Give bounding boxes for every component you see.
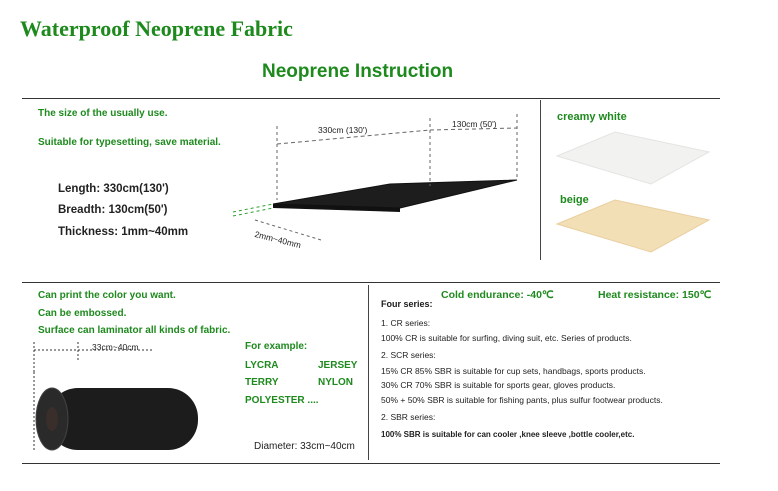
thickness-guide-2 [233,208,273,216]
print-color-note: Can print the color you want. [38,290,176,301]
series-line: 15% CR 85% SBR is suitable for cup sets, handbags, sports products. [381,366,646,376]
length-dim-label: 330cm (130') [318,125,368,135]
roll-core [46,407,58,431]
series-line: 30% CR 70% SBR is suitable for sports gear, gloves products. [381,380,616,390]
example-title: For example: [245,341,308,352]
top-right-divider [540,100,541,260]
creamy-white-label: creamy white [557,111,627,123]
example-polyester: POLYESTER .... [245,395,319,406]
beige-swatch [553,192,713,254]
thickness-spec: Thickness: 1mm~40mm [58,226,189,238]
series-line: 1. CR series: [381,318,431,328]
example-jersey: JERSEY [318,360,358,371]
heat-resistance: Heat resistance: 150℃ [598,289,712,301]
width-dim-label: 130cm (50') [452,119,497,129]
embossed-note: Can be embossed. [38,308,127,319]
creamy-white-swatch [553,128,713,186]
series-line: 2. SBR series: [381,412,436,422]
series-title: Four series: [381,299,433,309]
thickness-guide-1 [233,204,273,212]
example-lycra: LYCRA [245,360,279,371]
page-title: Waterproof Neoprene Fabric [20,16,293,41]
section-title: Neoprene Instruction [262,61,454,82]
top-divider [22,98,720,99]
roll-width-label: 33cm~40cm [92,342,139,352]
length-spec: Length: 330cm(130') [58,183,169,195]
series-line: 100% CR is suitable for surfing, diving suit, etc. Series of products. [381,333,632,343]
typesetting-note: Suitable for typesetting, save material. [38,137,221,148]
neoprene-sheet [273,180,517,208]
breadth-spec: Breadth: 130cm(50') [58,204,168,216]
thickness-dim-label: 2mm~40mm [253,229,303,251]
series-line: 2. SCR series: [381,350,436,360]
bottom-divider [22,463,720,464]
example-nylon: NYLON [318,377,353,388]
diameter-label: Diameter: 33cm~40cm [254,441,355,452]
usual-size-note: The size of the usually use. [38,108,168,119]
laminator-note: Surface can laminator all kinds of fabric. [38,325,231,336]
series-line: 100% SBR is suitable for can cooler ,knee sleeve ,bottle cooler,etc. [381,430,635,439]
example-terry: TERRY [245,377,279,388]
bottom-mid-divider [368,285,369,460]
neoprene-roll-diagram [28,340,228,455]
middle-divider [22,282,720,283]
beige-label: beige [560,194,589,206]
series-line: 50% + 50% SBR is suitable for fishing pants, plus sulfur footwear products. [381,395,663,405]
roll-body [48,388,198,450]
cold-endurance: Cold endurance: -40℃ [441,289,554,301]
